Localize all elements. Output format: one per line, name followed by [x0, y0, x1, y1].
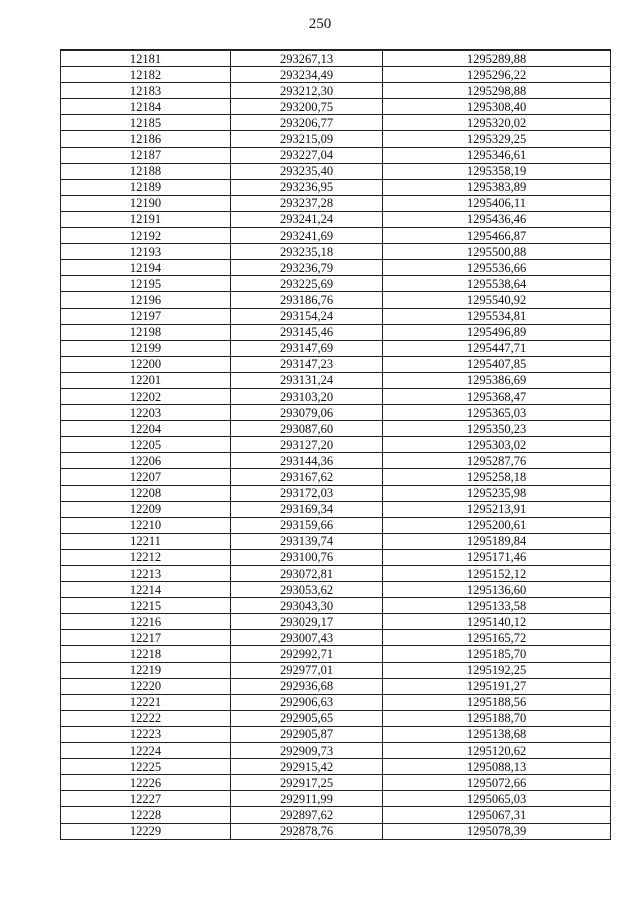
x-coordinate-cell: 293167,62 — [231, 469, 383, 485]
point-number-cell: 12223 — [61, 726, 231, 742]
point-number-cell: 12218 — [61, 646, 231, 662]
point-number-cell: 12205 — [61, 437, 231, 453]
y-coordinate-cell: 1295072,66 — [383, 775, 611, 791]
y-coordinate-cell: 1295289,88 — [383, 50, 611, 67]
point-number-cell: 12182 — [61, 67, 231, 83]
x-coordinate-cell: 293206,77 — [231, 115, 383, 131]
point-number-cell: 12214 — [61, 582, 231, 598]
y-coordinate-cell: 1295386,69 — [383, 372, 611, 388]
y-coordinate-cell: 1295120,62 — [383, 743, 611, 759]
point-number-cell: 12185 — [61, 115, 231, 131]
y-coordinate-cell: 1295320,02 — [383, 115, 611, 131]
y-coordinate-cell: 1295189,84 — [383, 533, 611, 549]
table-row — [61, 598, 611, 614]
y-coordinate-cell: 1295536,66 — [383, 260, 611, 276]
y-coordinate-cell: 1295200,61 — [383, 517, 611, 533]
x-coordinate-cell: 292977,01 — [231, 662, 383, 678]
point-number-cell: 12227 — [61, 791, 231, 807]
y-coordinate-cell: 1295192,25 — [383, 662, 611, 678]
table-row — [61, 759, 611, 775]
x-coordinate-cell: 293079,06 — [231, 405, 383, 421]
point-number-cell: 12189 — [61, 179, 231, 195]
table-row — [61, 99, 611, 115]
y-coordinate-cell: 1295534,81 — [383, 308, 611, 324]
x-coordinate-cell: 292897,62 — [231, 807, 383, 823]
point-number-cell: 12204 — [61, 421, 231, 437]
x-coordinate-cell: 293225,69 — [231, 276, 383, 292]
x-coordinate-cell: 293234,49 — [231, 67, 383, 83]
table-row — [61, 147, 611, 163]
y-coordinate-cell: 1295346,61 — [383, 147, 611, 163]
x-coordinate-cell: 292915,42 — [231, 759, 383, 775]
x-coordinate-cell: 292905,65 — [231, 710, 383, 726]
x-coordinate-cell: 293235,40 — [231, 163, 383, 179]
table-row — [61, 582, 611, 598]
x-coordinate-cell: 293131,24 — [231, 372, 383, 388]
x-coordinate-cell: 292936,68 — [231, 678, 383, 694]
y-coordinate-cell: 1295447,71 — [383, 340, 611, 356]
y-coordinate-cell: 1295065,03 — [383, 791, 611, 807]
y-coordinate-cell: 1295171,46 — [383, 549, 611, 565]
point-number-cell: 12181 — [61, 50, 231, 67]
y-coordinate-cell: 1295538,64 — [383, 276, 611, 292]
table-row — [61, 244, 611, 260]
point-number-cell: 12219 — [61, 662, 231, 678]
table-row — [61, 260, 611, 276]
table-row — [61, 228, 611, 244]
y-coordinate-cell: 1295133,58 — [383, 598, 611, 614]
coordinates-table — [60, 49, 611, 840]
point-number-cell: 12208 — [61, 485, 231, 501]
y-coordinate-cell: 1295308,40 — [383, 99, 611, 115]
y-coordinate-cell: 1295136,60 — [383, 582, 611, 598]
point-number-cell: 12191 — [61, 211, 231, 227]
x-coordinate-cell: 293043,30 — [231, 598, 383, 614]
page-number: 250 — [308, 16, 332, 32]
x-coordinate-cell: 293236,79 — [231, 260, 383, 276]
x-coordinate-cell: 292917,25 — [231, 775, 383, 791]
x-coordinate-cell: 292992,71 — [231, 646, 383, 662]
table-row — [61, 292, 611, 308]
table-row — [61, 566, 611, 582]
table-row — [61, 775, 611, 791]
x-coordinate-cell: 292905,87 — [231, 726, 383, 742]
y-coordinate-cell: 1295140,12 — [383, 614, 611, 630]
table-row — [61, 50, 611, 67]
x-coordinate-cell: 293236,95 — [231, 179, 383, 195]
x-coordinate-cell: 293145,46 — [231, 324, 383, 340]
x-coordinate-cell: 293235,18 — [231, 244, 383, 260]
point-number-cell: 12207 — [61, 469, 231, 485]
table-row — [61, 549, 611, 565]
x-coordinate-cell: 293072,81 — [231, 566, 383, 582]
table-row — [61, 710, 611, 726]
y-coordinate-cell: 1295496,89 — [383, 324, 611, 340]
point-number-cell: 12200 — [61, 356, 231, 372]
point-number-cell: 12229 — [61, 823, 231, 839]
x-coordinate-cell: 293241,69 — [231, 228, 383, 244]
y-coordinate-cell: 1295088,13 — [383, 759, 611, 775]
x-coordinate-cell: 292909,73 — [231, 743, 383, 759]
table-row — [61, 372, 611, 388]
table-row — [61, 694, 611, 710]
point-number-cell: 12201 — [61, 372, 231, 388]
table-row — [61, 501, 611, 517]
point-number-cell: 12202 — [61, 388, 231, 404]
point-number-cell: 12192 — [61, 228, 231, 244]
table-row — [61, 356, 611, 372]
point-number-cell: 12220 — [61, 678, 231, 694]
point-number-cell: 12195 — [61, 276, 231, 292]
table-row — [61, 533, 611, 549]
table-row — [61, 662, 611, 678]
point-number-cell: 12217 — [61, 630, 231, 646]
x-coordinate-cell: 293215,09 — [231, 131, 383, 147]
x-coordinate-cell: 293053,62 — [231, 582, 383, 598]
table-row — [61, 614, 611, 630]
point-number-cell: 12197 — [61, 308, 231, 324]
table-row — [61, 678, 611, 694]
table-row — [61, 179, 611, 195]
point-number-cell: 12228 — [61, 807, 231, 823]
x-coordinate-cell: 293029,17 — [231, 614, 383, 630]
point-number-cell: 12206 — [61, 453, 231, 469]
y-coordinate-cell: 1295540,92 — [383, 292, 611, 308]
y-coordinate-cell: 1295165,72 — [383, 630, 611, 646]
point-number-cell: 12199 — [61, 340, 231, 356]
x-coordinate-cell: 293159,66 — [231, 517, 383, 533]
x-coordinate-cell: 293267,13 — [231, 50, 383, 67]
table-row — [61, 195, 611, 211]
table-row — [61, 211, 611, 227]
point-number-cell: 12210 — [61, 517, 231, 533]
x-coordinate-cell: 292878,76 — [231, 823, 383, 839]
table-row — [61, 807, 611, 823]
x-coordinate-cell: 293100,76 — [231, 549, 383, 565]
table-row — [61, 324, 611, 340]
point-number-cell: 12215 — [61, 598, 231, 614]
table-row — [61, 453, 611, 469]
table-row — [61, 646, 611, 662]
x-coordinate-cell: 293144,36 — [231, 453, 383, 469]
y-coordinate-cell: 1295188,56 — [383, 694, 611, 710]
table-row — [61, 743, 611, 759]
point-number-cell: 12225 — [61, 759, 231, 775]
y-coordinate-cell: 1295406,11 — [383, 195, 611, 211]
x-coordinate-cell: 293139,74 — [231, 533, 383, 549]
y-coordinate-cell: 1295138,68 — [383, 726, 611, 742]
x-coordinate-cell: 293103,20 — [231, 388, 383, 404]
x-coordinate-cell: 293172,03 — [231, 485, 383, 501]
table-row — [61, 421, 611, 437]
x-coordinate-cell: 293154,24 — [231, 308, 383, 324]
y-coordinate-cell: 1295235,98 — [383, 485, 611, 501]
table-row — [61, 83, 611, 99]
y-coordinate-cell: 1295188,70 — [383, 710, 611, 726]
table-row — [61, 308, 611, 324]
x-coordinate-cell: 293147,23 — [231, 356, 383, 372]
point-number-cell: 12190 — [61, 195, 231, 211]
y-coordinate-cell: 1295383,89 — [383, 179, 611, 195]
point-number-cell: 12212 — [61, 549, 231, 565]
table-row — [61, 276, 611, 292]
y-coordinate-cell: 1295500,88 — [383, 244, 611, 260]
table-row — [61, 405, 611, 421]
table-row — [61, 469, 611, 485]
x-coordinate-cell: 292906,63 — [231, 694, 383, 710]
y-coordinate-cell: 1295258,18 — [383, 469, 611, 485]
table-row — [61, 823, 611, 839]
point-number-cell: 12224 — [61, 743, 231, 759]
table-row — [61, 630, 611, 646]
point-number-cell: 12203 — [61, 405, 231, 421]
y-coordinate-cell: 1295078,39 — [383, 823, 611, 839]
point-number-cell: 12196 — [61, 292, 231, 308]
y-coordinate-cell: 1295191,27 — [383, 678, 611, 694]
point-number-cell: 12194 — [61, 260, 231, 276]
y-coordinate-cell: 1295298,88 — [383, 83, 611, 99]
point-number-cell: 12184 — [61, 99, 231, 115]
x-coordinate-cell: 293241,24 — [231, 211, 383, 227]
y-coordinate-cell: 1295303,02 — [383, 437, 611, 453]
table-row — [61, 517, 611, 533]
y-coordinate-cell: 1295067,31 — [383, 807, 611, 823]
y-coordinate-cell: 1295358,19 — [383, 163, 611, 179]
table-row — [61, 485, 611, 501]
table-row — [61, 163, 611, 179]
y-coordinate-cell: 1295213,91 — [383, 501, 611, 517]
x-coordinate-cell: 293147,69 — [231, 340, 383, 356]
point-number-cell: 12188 — [61, 163, 231, 179]
y-coordinate-cell: 1295407,85 — [383, 356, 611, 372]
table-row — [61, 437, 611, 453]
coordinates-table-body — [61, 50, 611, 839]
point-number-cell: 12193 — [61, 244, 231, 260]
y-coordinate-cell: 1295466,87 — [383, 228, 611, 244]
x-coordinate-cell: 292911,99 — [231, 791, 383, 807]
x-coordinate-cell: 293237,28 — [231, 195, 383, 211]
point-number-cell: 12213 — [61, 566, 231, 582]
point-number-cell: 12211 — [61, 533, 231, 549]
table-row — [61, 388, 611, 404]
table-row — [61, 340, 611, 356]
point-number-cell: 12221 — [61, 694, 231, 710]
x-coordinate-cell: 293227,04 — [231, 147, 383, 163]
point-number-cell: 12187 — [61, 147, 231, 163]
table-row — [61, 131, 611, 147]
point-number-cell: 12226 — [61, 775, 231, 791]
x-coordinate-cell: 293169,34 — [231, 501, 383, 517]
x-coordinate-cell: 293186,76 — [231, 292, 383, 308]
y-coordinate-cell: 1295436,46 — [383, 211, 611, 227]
point-number-cell: 12216 — [61, 614, 231, 630]
table-row — [61, 115, 611, 131]
x-coordinate-cell: 293212,30 — [231, 83, 383, 99]
y-coordinate-cell: 1295368,47 — [383, 388, 611, 404]
point-number-cell: 12222 — [61, 710, 231, 726]
x-coordinate-cell: 293087,60 — [231, 421, 383, 437]
table-row — [61, 726, 611, 742]
point-number-cell: 12183 — [61, 83, 231, 99]
x-coordinate-cell: 293200,75 — [231, 99, 383, 115]
y-coordinate-cell: 1295296,22 — [383, 67, 611, 83]
point-number-cell: 12186 — [61, 131, 231, 147]
point-number-cell: 12198 — [61, 324, 231, 340]
x-coordinate-cell: 293007,43 — [231, 630, 383, 646]
y-coordinate-cell: 1295350,23 — [383, 421, 611, 437]
y-coordinate-cell: 1295329,25 — [383, 131, 611, 147]
point-number-cell: 12209 — [61, 501, 231, 517]
y-coordinate-cell: 1295287,76 — [383, 453, 611, 469]
table-row — [61, 791, 611, 807]
y-coordinate-cell: 1295152,12 — [383, 566, 611, 582]
table-row — [61, 67, 611, 83]
y-coordinate-cell: 1295185,70 — [383, 646, 611, 662]
y-coordinate-cell: 1295365,03 — [383, 405, 611, 421]
x-coordinate-cell: 293127,20 — [231, 437, 383, 453]
